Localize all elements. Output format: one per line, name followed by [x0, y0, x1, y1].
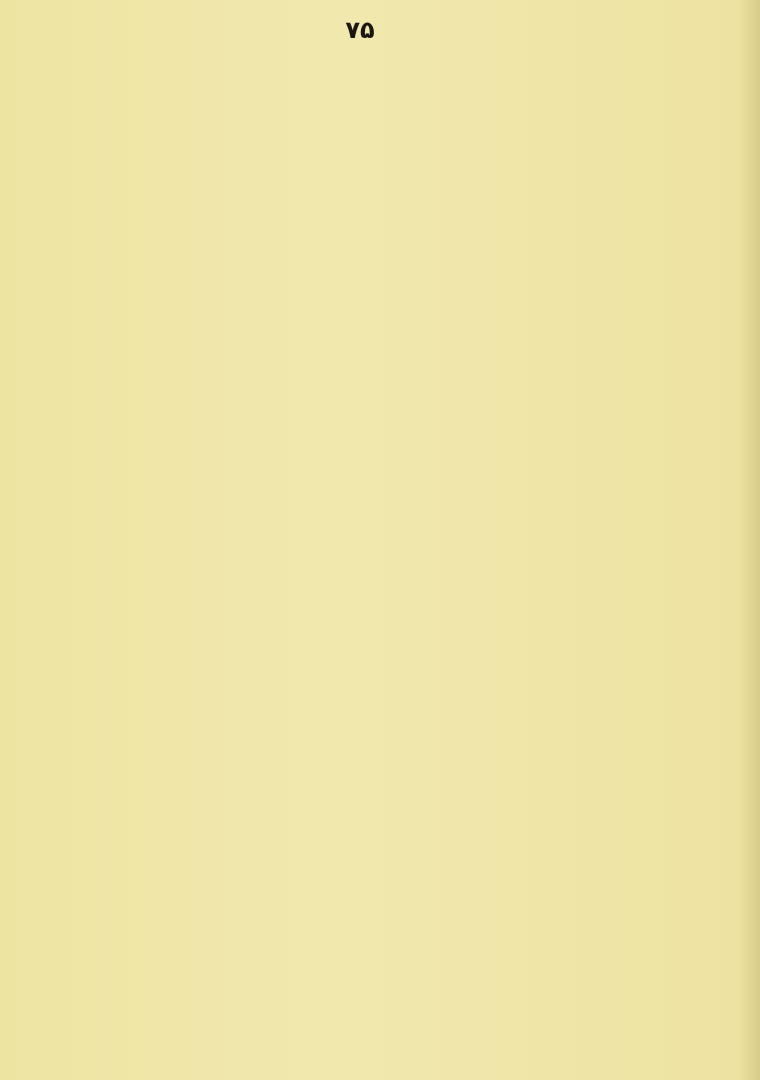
- page-number: ۷۵: [345, 16, 375, 44]
- page-edge-shadow: [738, 0, 760, 1080]
